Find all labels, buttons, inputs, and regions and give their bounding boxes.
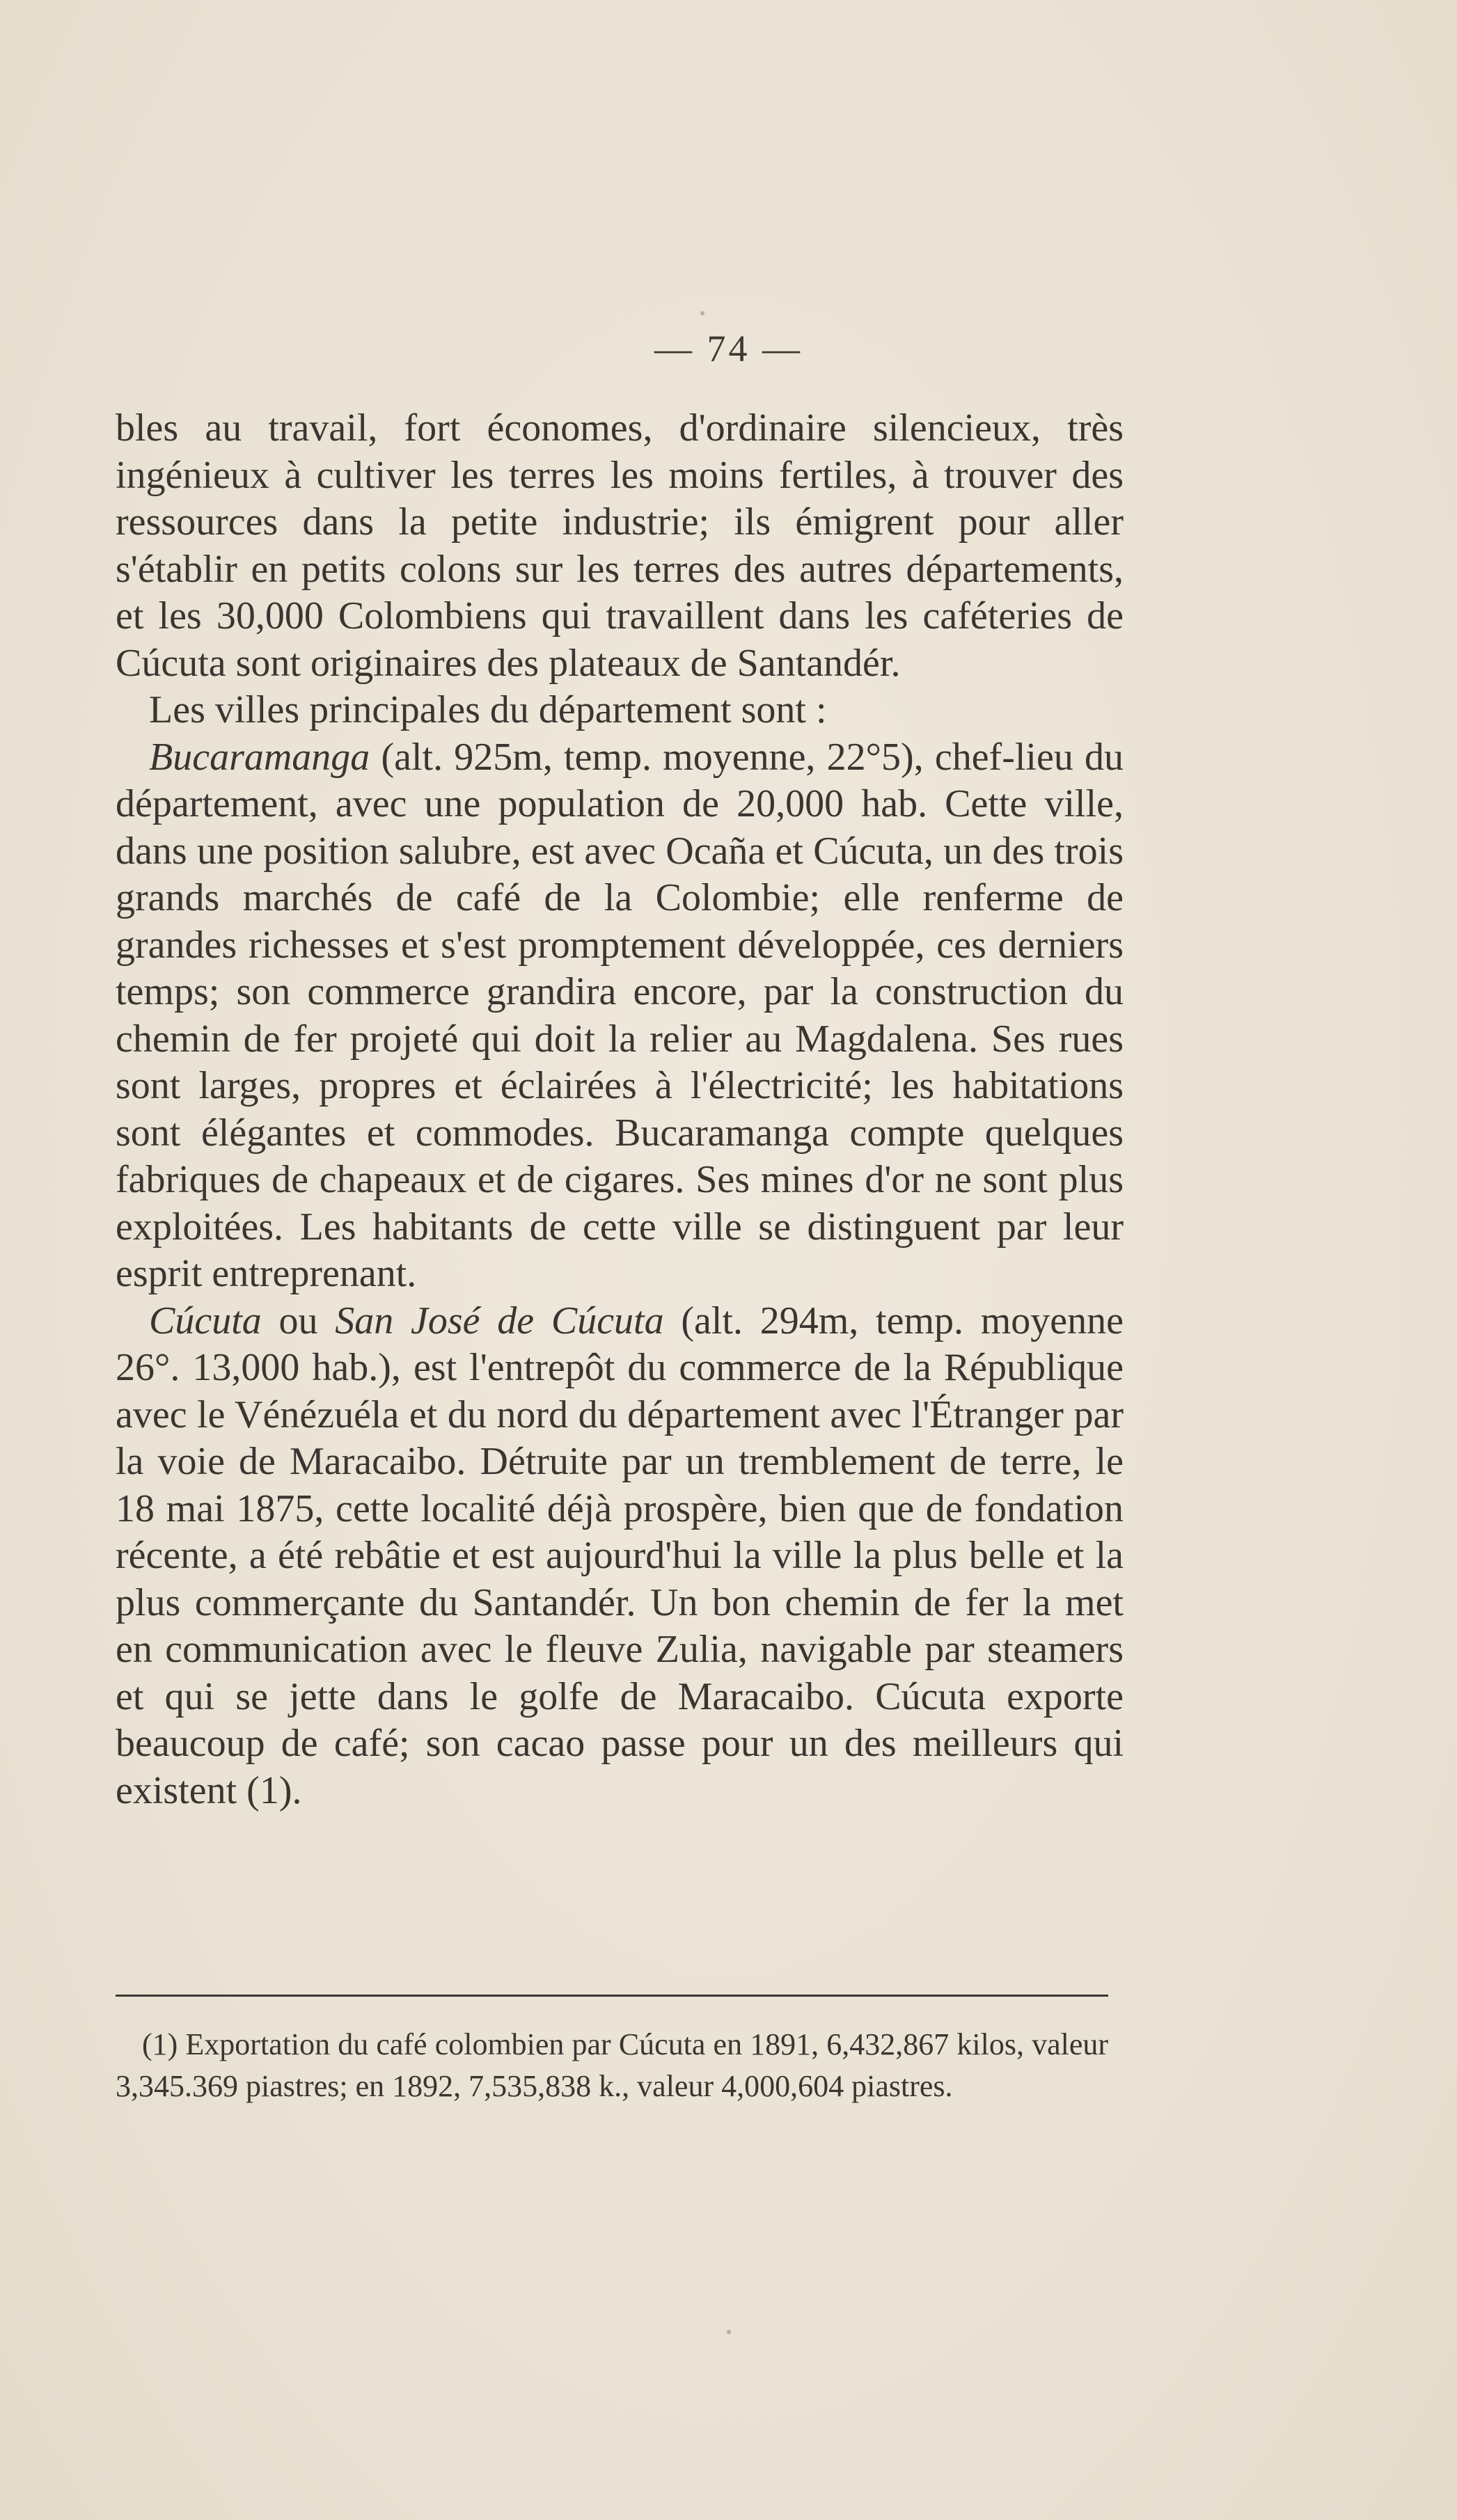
paragraph-1: bles au travail, fort économes, d'ordinaire silencieux, très ingénieux à cultiver les terres les moins fertiles, à trouver des ressources dans la petite industrie; ils émigrent pour aller s'établir en petits colons sur les terres des autres départements, et les 30,000 Colombiens qui travaillent dans les caféteries de Cúcuta sont originaires des plateaux de Santandér. bbox=[116, 406, 1124, 685]
paragraph-4 bbox=[116, 1298, 1124, 1815]
paper-speck bbox=[700, 311, 704, 315]
paragraph-3 bbox=[116, 734, 1124, 1298]
footnote: (1) Exportation du café colombien par Cúcuta en 1891, 6,432,867 kilos, valeur 3,345.369 piastres; en 1892, 7,535,838 k., valeur 4,000,604 piastres. bbox=[116, 2027, 1108, 2103]
paper-speck bbox=[727, 2330, 731, 2334]
paragraph-3-text: (alt. 925m, temp. moyenne, 22°5), chef-lieu du département, avec une population de 20,000 hab. Cette ville, dans une position salubre, est avec Ocaña et Cúcuta, un des trois grands marchés de café de la Colombie; elle renferme de grandes richesses et s'est promptement développée, ces derniers temps; son commerce grandira encore, par la construction du chemin de fer projeté qui doit la relier au Magdalena. Ses rues sont larges, propres et éclairées à l'électricité; les habitations sont élégantes et commodes. Bucaramanga compte quelques fabriques de chapeaux et de cigares. Ses mines d'or ne sont plus exploitées. Les habitants de cette ville se distinguent par leur esprit entreprenant. bbox=[116, 735, 1124, 1295]
city-name-bucaramanga: Bucaramanga bbox=[149, 735, 370, 779]
city-name-cucuta: Cúcuta bbox=[149, 1299, 262, 1342]
paragraph-4-text: (alt. 294m, temp. moyenne 26°. 13,000 hab.), est l'entrepôt du commerce de la République avec le Vénézuéla et du nord du département avec l'Étranger par la voie de Maracaibo. Détruite par un tremblement de terre, le 18 mai 1875, cette localité déjà prospère, bien que de fondation récente, a été rebâtie et est aujourd'hui la ville la plus belle et la plus commerçante du Santandér. Un bon chemin de fer la met en communication avec le fleuve Zulia, navigable par steamers et qui se jette dans le golfe de Maracaibo. Cúcuta exporte beaucoup de café; son cacao passe pour un des meilleurs qui existent (1). bbox=[116, 1299, 1124, 1812]
footnote-divider bbox=[116, 1995, 1108, 1997]
page-number: — 74 — bbox=[654, 328, 803, 370]
paragraph-2: Les villes principales du département sont : bbox=[149, 688, 827, 731]
body-text bbox=[116, 405, 1124, 1814]
paragraph-4-connector: ou bbox=[261, 1299, 336, 1342]
city-name-san-jose-de-cucuta: San José de Cúcuta bbox=[335, 1299, 664, 1342]
